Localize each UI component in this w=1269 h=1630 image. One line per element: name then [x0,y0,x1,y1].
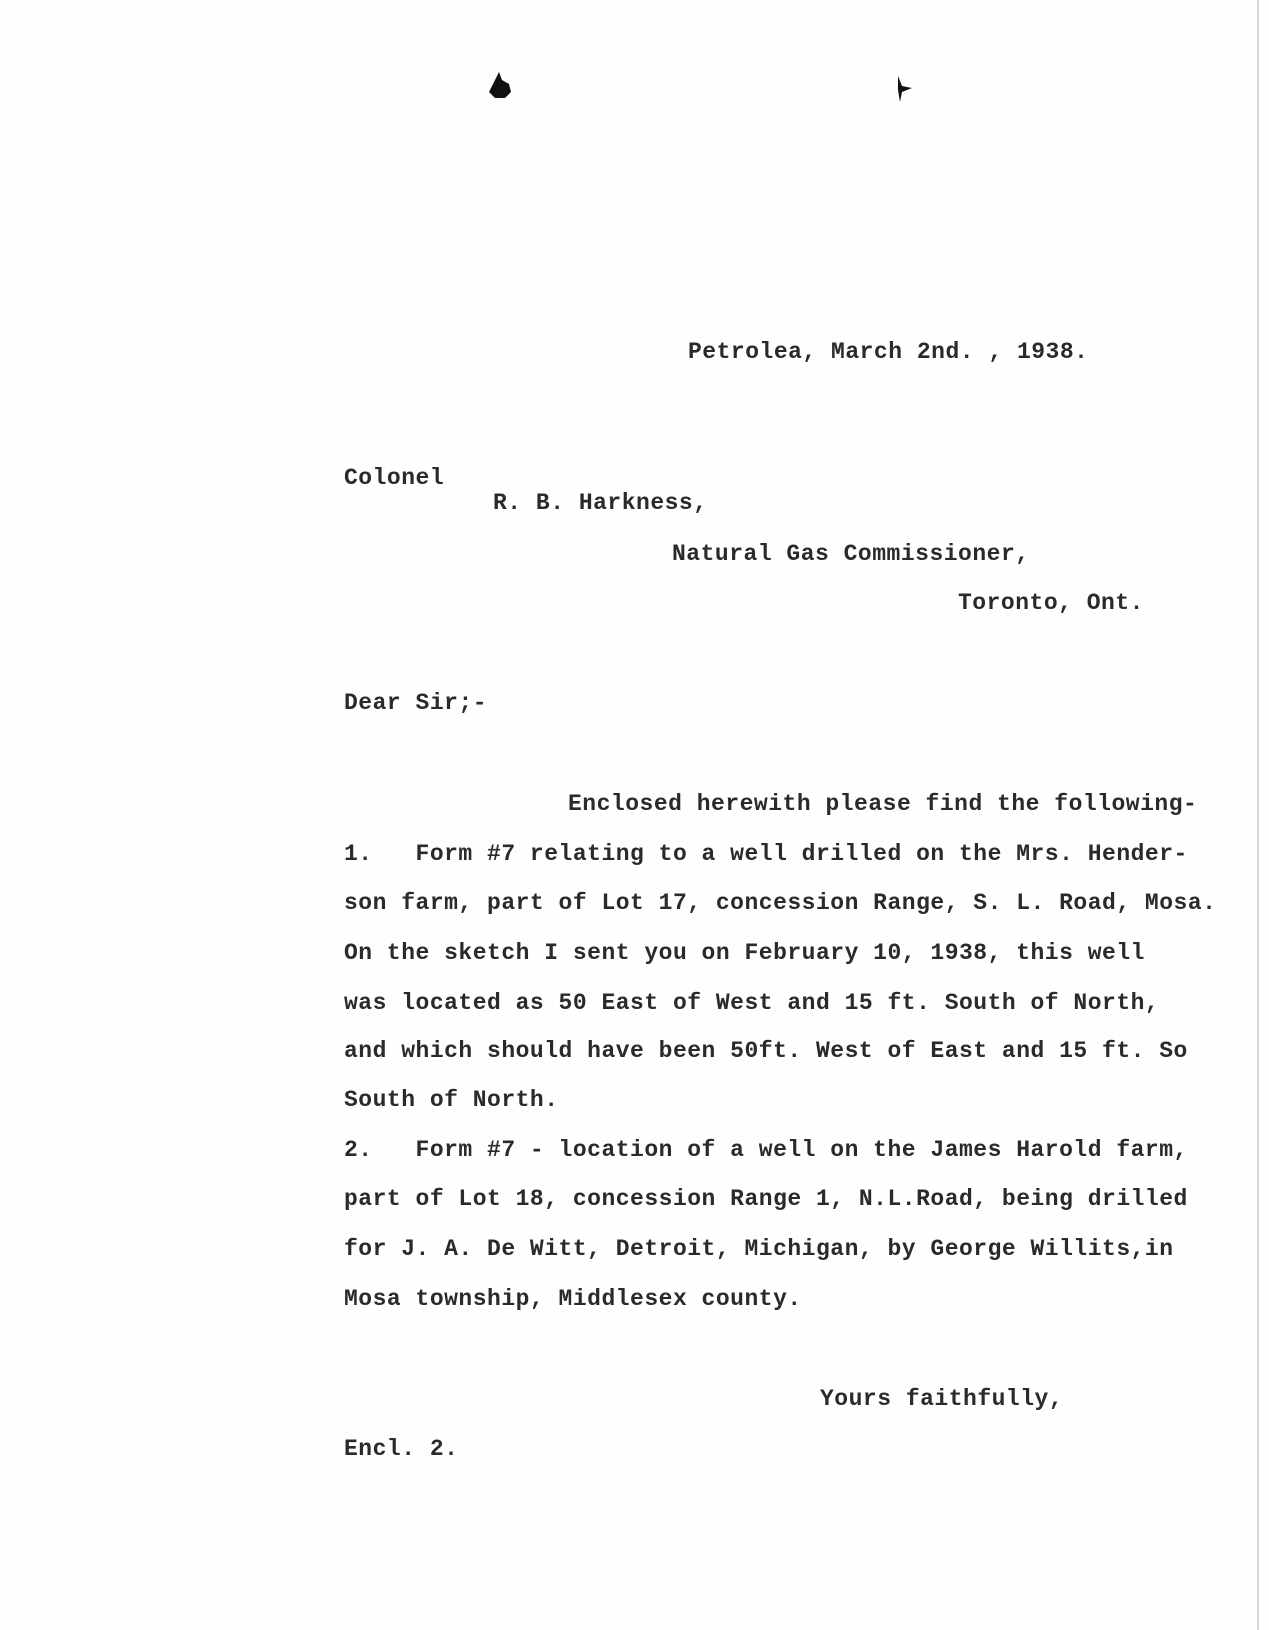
body-line: On the sketch I sent you on February 10, 1938, this well [344,940,1145,966]
body-line: was located as 50 East of West and 15 ft. South of North, [344,990,1160,1016]
body-line: Enclosed herewith please find the following- [568,791,1198,817]
closing: Yours faithfully, [820,1386,1064,1412]
body-line: for J. A. De Witt, Detroit, Michigan, by George Willits,in [344,1236,1174,1262]
addressee-position: Natural Gas Commissioner, [672,541,1030,567]
body-line: Mosa township, Middlesex county. [344,1286,802,1312]
place-date: Petrolea, March 2nd. , 1938. [688,339,1089,365]
salutation: Dear Sir;- [344,690,488,716]
ink-mark-left [485,70,515,110]
body-line: part of Lot 18, concession Range 1, N.L.Road, being drilled [344,1186,1188,1212]
body-line: South of North. [344,1087,559,1113]
ink-mark-right [892,74,916,104]
page-edge-line [1257,0,1259,1630]
enclosure-note: Encl. 2. [344,1436,459,1462]
body-line: 2. Form #7 - location of a well on the James Harold farm, [344,1137,1188,1163]
body-line: 1. Form #7 relating to a well drilled on the Mrs. Hender- [344,841,1188,867]
addressee-title: Colonel [344,465,445,491]
addressee-city: Toronto, Ont. [958,590,1144,616]
addressee-name: R. B. Harkness, [493,490,708,516]
body-line: and which should have been 50ft. West of East and 15 ft. So [344,1038,1188,1064]
body-line: son farm, part of Lot 17, concession Range, S. L. Road, Mosa. [344,890,1217,916]
